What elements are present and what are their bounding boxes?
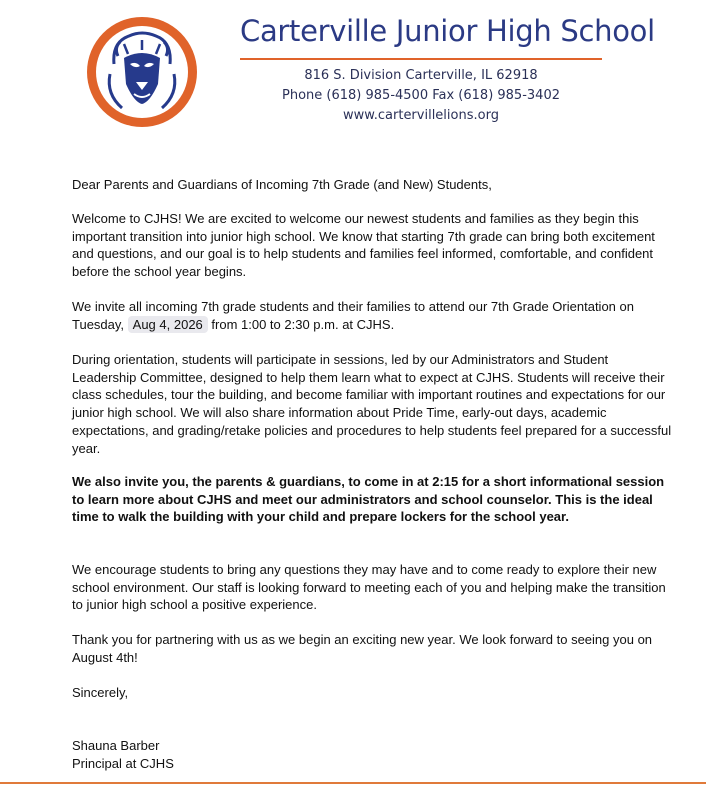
letter-paragraph-parents: [72, 473, 672, 526]
invite-time-text: from 1:00 to 2:30 p.m. at CJHS.: [211, 316, 395, 332]
header-divider: [240, 58, 602, 60]
letter-paragraph-encourage: [72, 561, 672, 614]
phone-fax: Phone (618) 985-4500 Fax (618) 985-3402: [282, 88, 560, 103]
letter-greeting: [72, 176, 672, 194]
welcome-text: Welcome to CJHS! We are excited to welcome our newest students and families as they begin this important transition into junior high school. We know that starting 7th grade can bring both excitement and questions, and our goal is to help students and families feel informed, comfortable, and confident before the school year begins.: [72, 211, 655, 280]
letter-closing: [72, 684, 672, 702]
signer-title: Principal at CJHS: [72, 755, 174, 771]
greeting-text: Dear Parents and Guardians of Incoming 7th Grade (and New) Students,: [72, 177, 492, 192]
school-website: www.cartervillelions.org: [343, 108, 499, 123]
letter-paragraph-thanks: [72, 631, 672, 666]
bottom-divider: [0, 782, 706, 784]
school-address: 816 S. Division Carterville, IL 62918: [304, 68, 538, 83]
event-date-chip[interactable]: Aug 4, 2026: [128, 316, 208, 333]
letter-paragraph-invite: [72, 298, 672, 333]
orientation-text: During orientation, students will participate in sessions, led by our Administrators and Student Leadership Committee, designed to help them learn what to expect at CJHS. Students will receive their class schedules, tour the building, and become familiar with important routines and expectations for our junior high school. We will also share information about Pride Time, early-out days, academic expectations, and grading/retake policies and procedures to help students feel prepared for a successful year.: [72, 352, 672, 456]
closing-text: Sincerely,: [72, 685, 129, 700]
signer-name: Shauna Barber: [72, 738, 160, 753]
letter-paragraph-orientation: [72, 351, 672, 457]
encourage-text: We encourage students to bring any questions they may have and to come ready to explore their new school environment. Our staff is looking forward to meeting each of you and helping make the transition to junior high school a positive experience.: [72, 562, 666, 613]
parents-text: We also invite you, the parents & guardians, to come in at 2:15 for a short informational session to learn more about CJHS and meet our administrators and school counselor. This is the ideal time to walk the building with your child and prepare lockers for the school year.: [72, 474, 665, 525]
lion-logo-icon: [84, 14, 200, 130]
letter-paragraph-welcome: [72, 210, 672, 281]
invite-text: We invite all incoming 7th grade students and their families to attend our 7th Grade Orientation on Tuesday,: [72, 299, 634, 332]
thanks-text: Thank you for partnering with us as we begin an exciting new year. We look forward to seeing you on August 4th!: [72, 632, 653, 665]
letter-signature: [72, 737, 672, 772]
school-name: Carterville Junior High School: [240, 14, 655, 48]
